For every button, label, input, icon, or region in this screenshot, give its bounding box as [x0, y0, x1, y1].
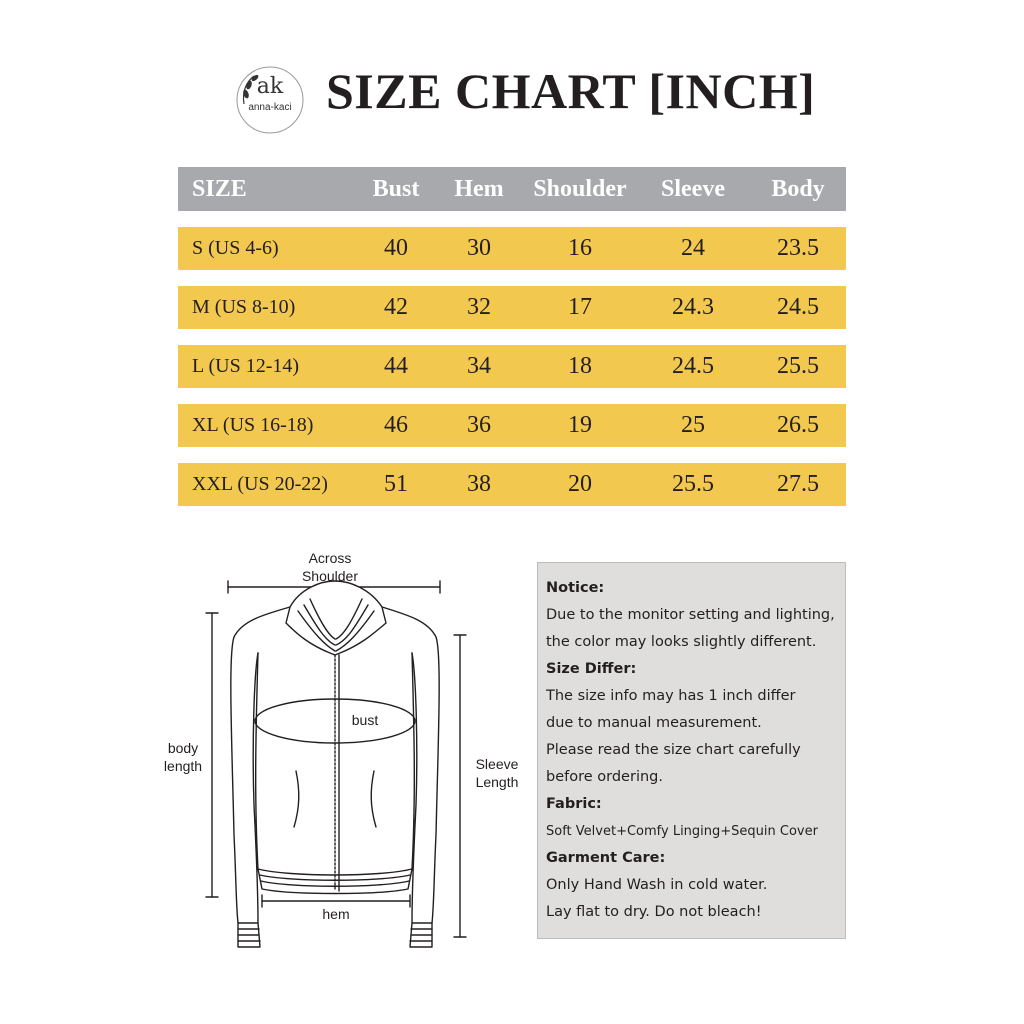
fabric-heading: Fabric:: [546, 796, 602, 812]
table-row: [178, 463, 846, 506]
brand-logo: [234, 64, 306, 136]
label-body-length-line1: body: [167, 740, 199, 756]
cell-shoulder: 17: [568, 294, 592, 320]
column-header-bust: Bust: [372, 175, 420, 202]
cell-body: 23.5: [777, 235, 819, 261]
label-sleeve-length-line1: Sleeve: [475, 756, 519, 772]
cell-body: 26.5: [777, 412, 819, 438]
label-across-shoulder-line2: Shoulder: [301, 568, 359, 584]
cell-size: L (US 12-14): [192, 355, 300, 377]
notice-panel: [537, 562, 846, 939]
table-row: [178, 227, 846, 270]
cell-size: XL (US 16-18): [192, 414, 314, 436]
cell-bust: 51: [384, 471, 408, 497]
cell-body: 25.5: [777, 353, 819, 379]
label-sleeve-length: [464, 755, 530, 791]
fabric-text: Soft Velvet+Comfy Linging+Sequin Cover: [546, 824, 818, 839]
cell-sleeve: 25.5: [672, 471, 714, 497]
cell-size: XXL (US 20-22): [192, 473, 328, 495]
cell-shoulder: 16: [568, 235, 592, 261]
garment-care-heading: Garment Care:: [546, 850, 666, 866]
cell-sleeve: 25: [681, 412, 705, 438]
table-row: [178, 404, 846, 447]
cell-shoulder: 18: [568, 353, 592, 379]
page-title: SIZE CHART [INCH]: [326, 63, 816, 119]
label-body-length-line2: length: [163, 758, 203, 774]
cell-hem: 38: [467, 471, 491, 497]
cell-shoulder: 19: [568, 412, 592, 438]
cell-size: S (US 4-6): [192, 237, 279, 259]
size-differ-text-2: due to manual measurement.: [546, 715, 762, 731]
garment-care-text-1: Only Hand Wash in cold water.: [546, 877, 768, 893]
table-row: [178, 286, 846, 329]
label-sleeve-length-line2: Length: [475, 774, 519, 790]
size-differ-text-1: The size info may has 1 inch differ: [546, 688, 796, 704]
cell-size: M (US 8-10): [192, 296, 296, 318]
cell-bust: 44: [384, 353, 408, 379]
label-hem: hem: [322, 906, 350, 922]
notice-text-2: the color may looks slightly different.: [546, 634, 817, 650]
page-header: [0, 60, 1024, 140]
table-row: [178, 345, 846, 388]
column-header-sleeve: Sleeve: [661, 175, 725, 202]
cell-sleeve: 24: [681, 235, 705, 261]
size-differ-text-3: Please read the size chart carefully: [546, 742, 801, 758]
cell-bust: 42: [384, 294, 408, 320]
column-header-hem: Hem: [454, 175, 504, 202]
size-differ-heading: Size Differ:: [546, 661, 637, 677]
label-across-shoulder: [280, 549, 380, 585]
cell-hem: 36: [467, 412, 491, 438]
cell-hem: 30: [467, 235, 491, 261]
cell-body: 24.5: [777, 294, 819, 320]
cell-bust: 46: [384, 412, 408, 438]
label-body-length: [150, 739, 216, 775]
garment-care-text-2: Lay flat to dry. Do not bleach!: [546, 904, 762, 920]
cell-sleeve: 24.3: [672, 294, 714, 320]
logo-initials: ak: [256, 74, 284, 99]
cell-hem: 34: [467, 353, 491, 379]
table-header-row: [178, 167, 846, 211]
jacket-measurement-diagram: [150, 545, 530, 955]
cell-sleeve: 24.5: [672, 353, 714, 379]
notice-text-1: Due to the monitor setting and lighting,: [546, 607, 835, 623]
cell-body: 27.5: [777, 471, 819, 497]
size-differ-text-4: before ordering.: [546, 769, 663, 785]
label-bust: bust: [351, 712, 379, 728]
label-across-shoulder-line1: Across: [308, 550, 352, 566]
column-header-shoulder: Shoulder: [533, 175, 627, 202]
cell-shoulder: 20: [568, 471, 592, 497]
cell-bust: 40: [384, 235, 408, 261]
logo-brand-name: anna-kaci: [248, 102, 292, 113]
size-table: [178, 167, 846, 506]
column-header-body: Body: [771, 175, 825, 202]
cell-hem: 32: [467, 294, 491, 320]
column-header-size: SIZE: [192, 175, 247, 202]
notice-heading: Notice:: [546, 580, 605, 596]
